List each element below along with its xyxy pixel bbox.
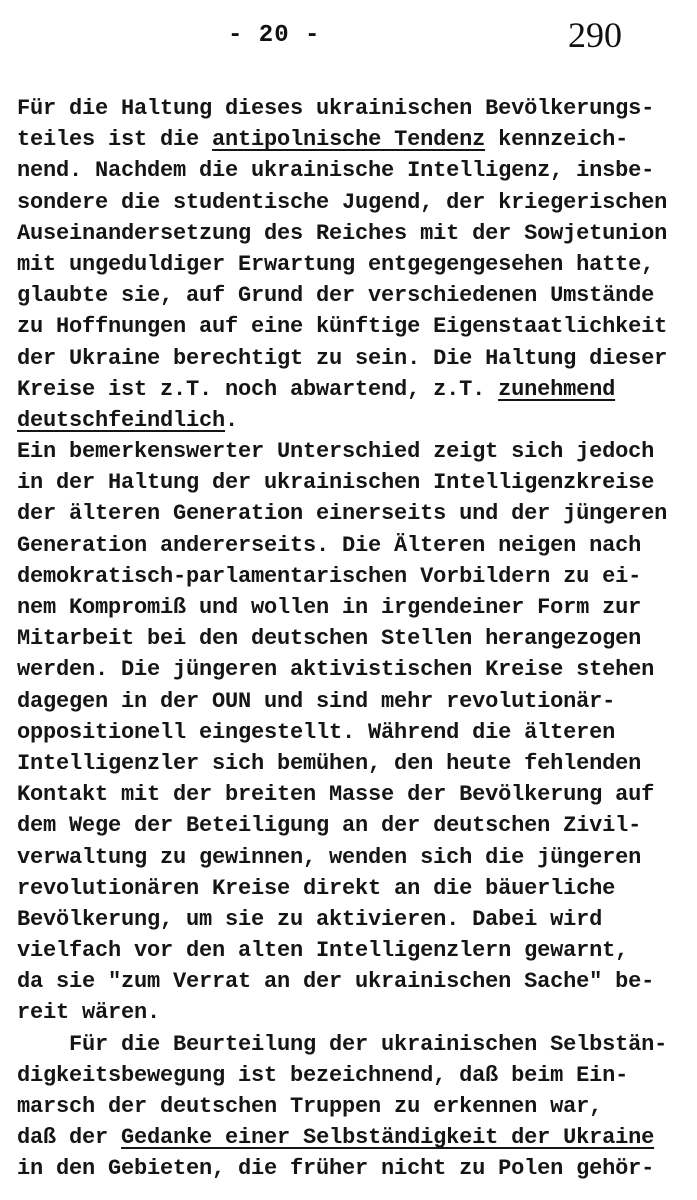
- underlined-text: antipolnische Tendenz: [212, 127, 486, 153]
- text-line: [17, 689, 697, 720]
- document-body: [17, 96, 697, 1188]
- text-segment: Für die Beurteilung der ukrainischen Selbstän-: [17, 1031, 668, 1057]
- text-segment: da sie "zum Verrat an der ukrainischen Sache" be-: [17, 969, 655, 995]
- text-segment: der älteren Generation einerseits und der jüngeren: [17, 501, 668, 527]
- text-segment: Für die Haltung dieses ukrainischen Bevölkerungs-: [17, 96, 655, 121]
- text-segment: zu Hoffnungen auf eine künftige Eigenstaatlichkeit: [17, 314, 668, 340]
- text-segment: revolutionären Kreise direkt an die bäuerliche: [17, 875, 616, 901]
- text-line: [17, 782, 697, 813]
- text-segment: der Ukraine berechtigt zu sein. Die Haltung dieser: [17, 345, 668, 371]
- text-segment: Kontakt mit der breiten Masse der Bevölkerung auf: [17, 782, 655, 808]
- text-segment: oppositionell eingestellt. Während die älteren: [17, 719, 616, 745]
- text-segment: sondere die studentische Jugend, der kriegerischen: [17, 189, 668, 215]
- text-line: [17, 346, 697, 377]
- text-segment: daß der: [17, 1125, 122, 1151]
- text-segment: kennzeich-: [485, 127, 629, 153]
- underlined-text: deutschfeindlich: [17, 407, 226, 433]
- text-line: [17, 751, 697, 782]
- text-segment: Generation andererseits. Die Älteren neigen nach: [17, 532, 642, 558]
- underlined-text: Gedanke einer Selbständigkeit der Ukraine: [121, 1125, 655, 1151]
- text-line: [17, 190, 697, 221]
- folio-number: 290: [568, 15, 622, 55]
- text-line: [17, 626, 697, 657]
- text-segment: Kreise ist z.T. noch abwartend, z.T.: [17, 376, 499, 402]
- text-line: [17, 657, 697, 688]
- text-line: [17, 408, 697, 439]
- text-segment: vielfach vor den alten Intelligenzlern gewarnt,: [17, 938, 629, 964]
- text-segment: nend. Nachdem die ukrainische Intelligenz, insbe-: [17, 158, 655, 184]
- text-line: [17, 314, 697, 345]
- text-line: [17, 845, 697, 876]
- text-line: [17, 1032, 697, 1063]
- text-segment: reit wären.: [17, 1000, 161, 1026]
- text-line: [17, 907, 697, 938]
- text-line: [17, 876, 697, 907]
- text-segment: .: [225, 407, 239, 433]
- text-line: [17, 127, 697, 158]
- text-line: [17, 1063, 697, 1094]
- text-segment: dem Wege der Beteiligung an der deutschen Zivil-: [17, 813, 642, 839]
- text-line: [17, 470, 697, 501]
- text-line: [17, 564, 697, 595]
- text-line: [17, 439, 697, 470]
- text-line: [17, 283, 697, 314]
- text-line: [17, 1125, 697, 1156]
- text-segment: mit ungeduldiger Erwartung entgegengesehen hatte,: [17, 251, 655, 277]
- text-segment: dagegen in der OUN und sind mehr revolutionär-: [17, 688, 616, 714]
- underlined-text: zunehmend: [498, 376, 616, 402]
- text-segment: verwaltung zu gewinnen, wenden sich die jüngeren: [17, 844, 642, 870]
- text-segment: marsch der deutschen Truppen zu erkennen war,: [17, 1094, 603, 1119]
- text-segment: Ein bemerkenswerter Unterschied zeigt sich jedoch: [17, 439, 655, 465]
- text-segment: teiles ist die: [17, 127, 213, 153]
- text-line: [17, 501, 697, 532]
- text-line: [17, 813, 697, 844]
- text-segment: werden. Die jüngeren aktivistischen Kreise stehen: [17, 657, 655, 683]
- text-line: [17, 377, 697, 408]
- text-line: [17, 252, 697, 283]
- text-segment: in den Gebieten, die früher nicht zu Polen gehör-: [17, 1156, 655, 1182]
- text-segment: in der Haltung der ukrainischen Intelligenzkreise: [17, 470, 655, 496]
- text-line: [17, 533, 697, 564]
- text-line: [17, 1156, 697, 1187]
- text-line: [17, 1000, 697, 1031]
- text-line: [17, 96, 697, 127]
- text-segment: nem Kompromiß und wollen in irgendeiner Form zur: [17, 595, 642, 620]
- text-segment: demokratisch-parlamentarischen Vorbildern zu ei-: [17, 563, 642, 589]
- text-line: [17, 720, 697, 751]
- text-line: [17, 1094, 697, 1125]
- text-line: [17, 969, 697, 1000]
- text-line: [17, 595, 697, 626]
- text-segment: Auseinandersetzung des Reiches mit der Sowjetunion: [17, 220, 668, 246]
- text-segment: digkeitsbewegung ist bezeichnend, daß beim Ein-: [17, 1062, 629, 1088]
- text-line: [17, 158, 697, 189]
- text-segment: glaubte sie, auf Grund der verschiedenen Umstände: [17, 283, 655, 309]
- text-line: [17, 938, 697, 969]
- text-segment: Bevölkerung, um sie zu aktivieren. Dabei wird: [17, 906, 603, 932]
- page-number: - 20 -: [228, 22, 321, 49]
- text-segment: Intelligenzler sich bemühen, den heute fehlenden: [17, 750, 642, 776]
- text-segment: Mitarbeit bei den deutschen Stellen herangezogen: [17, 626, 642, 652]
- text-line: [17, 221, 697, 252]
